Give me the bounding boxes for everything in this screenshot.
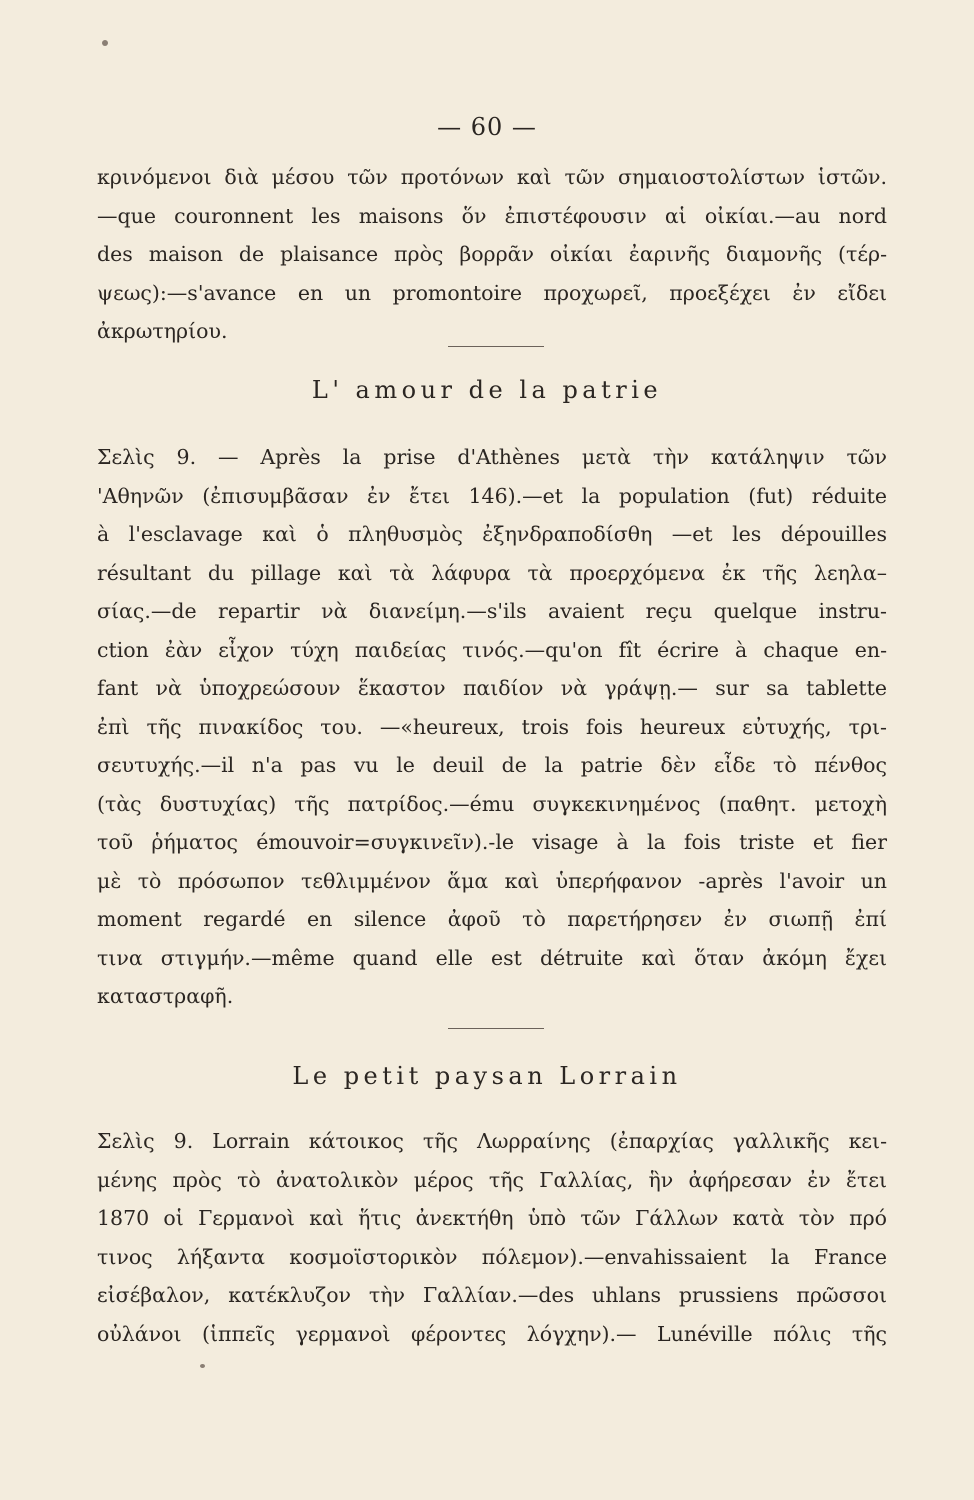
text-line: des maison de plaisance πρὸς βορρᾶν οἰκίαι ἐαρινῆς διαμονῆς (τέρ- (97, 242, 887, 266)
text-line: μὲ τὸ πρόσωπον τεθλιμμένον ἅμα καὶ ὑπερήφανον -après l'avoir un (97, 868, 887, 893)
text-line: (τὰς δυστυχίας) τῆς πατρίδος.—ému συγκεκινημένος (παθητ. μετοχὴ (97, 791, 887, 816)
text-line: 1870 οἱ Γερμανοὶ καὶ ἥτις ἀνεκτήθη ὑπὸ τῶν Γάλλων κατὰ τὸν πρό (97, 1206, 887, 1230)
text-line: ἐπὶ τῆς πινακίδος του. —«heureux, trois fois heureux εὐτυχής, τρι- (97, 714, 887, 739)
text-line: εἰσέβαλον, κατέκλυζον τὴν Γαλλίαν.—des uhlans prussiens πρῶσσοι (97, 1283, 887, 1307)
section-heading-paysan: Le petit paysan Lorrain (292, 1062, 682, 1090)
text-line: τινος λήξαντα κοσμοϊστορικὸν πόλεμον).—envahissaient la France (97, 1244, 887, 1269)
text-line: ction ἐὰν εἶχον τύχη παιδείας τινός.—qu'on fît écrire à chaque en- (97, 637, 887, 662)
ink-speck (102, 40, 108, 46)
text-line: τοῦ ῥήματος émouvoir=συγκινεῖν).-le visage à la fois triste et fier (97, 830, 887, 854)
text-line: résultant du pillage καὶ τὰ λάφυρα τὰ προερχόμενα ἐκ τῆς λεηλα– (97, 560, 887, 585)
section-divider (448, 346, 544, 347)
section-heading-amour: L' amour de la patrie (311, 376, 663, 404)
paragraph-continuation (97, 158, 887, 351)
paragraph-petit-paysan (97, 1122, 887, 1353)
text-line: τινα στιγμήν.—même quand elle est détruite καὶ ὅταν ἀκόμη ἔχει (97, 945, 887, 970)
text-line: Σελὶς 9. Lorrain κάτοικος τῆς Λωρραίνης (ἐπαρχίας γαλλικῆς κει- (97, 1129, 887, 1153)
text-line: à l'esclavage καὶ ὁ πληθυσμὸς ἐξηνδραποδίσθη —et les dépouilles (97, 522, 887, 546)
text-line: ἀκρωτηρίου. (97, 319, 228, 343)
ink-speck (200, 1364, 205, 1368)
text-line: moment regardé en silence ἀφοῦ τὸ παρετήρησεν ἐν σιωπῇ ἐπί (97, 907, 887, 931)
text-line: οὐλάνοι (ἱππεῖς γερμανοὶ φέροντες λόγχην).— Lunéville πόλις τῆς (97, 1321, 887, 1346)
text-line: κρινόμενοι διὰ μέσου τῶν προτόνων καὶ τῶν σημαιοστολίστων ἱστῶν. (97, 165, 887, 189)
text-line: fant νὰ ὑποχρεώσουν ἕκαστον παιδίον νὰ γράψῃ.— sur sa tablette (97, 676, 887, 700)
text-line: μένης πρὸς τὸ ἀνατολικὸν μέρος τῆς Γαλλίας, ἣν ἀφήρεσαν ἐν ἔτει (97, 1167, 887, 1192)
page-number: — 60 — (437, 113, 537, 141)
section-divider (448, 1028, 544, 1029)
text-line: —que couronnent les maisons ὅν ἐπιστέφουσιν αἱ οἰκίαι.—au nord (97, 203, 887, 228)
paragraph-amour-de-la-patrie (97, 438, 887, 1016)
text-line: σίας.—de repartir νὰ διανείμη.—s'ils avaient reçu quelque instru- (97, 599, 887, 623)
text-line: καταστραφῆ. (97, 984, 234, 1008)
text-line: σευτυχής.—il n'a pas vu le deuil de la patrie δὲν εἶδε τὸ πένθος (97, 753, 887, 777)
text-line: 'Αθηνῶν (ἐπισυμβᾶσαν ἐν ἔτει 146).—et la population (fut) réduite (97, 483, 887, 508)
text-line: Σελὶς 9. — Après la prise d'Athènes μετὰ τὴν κατάληψιν τῶν (97, 445, 887, 469)
text-line: ψεως):—s'avance en un promontoire προχωρεῖ, προεξέχει ἐν εἴδει (97, 280, 887, 305)
